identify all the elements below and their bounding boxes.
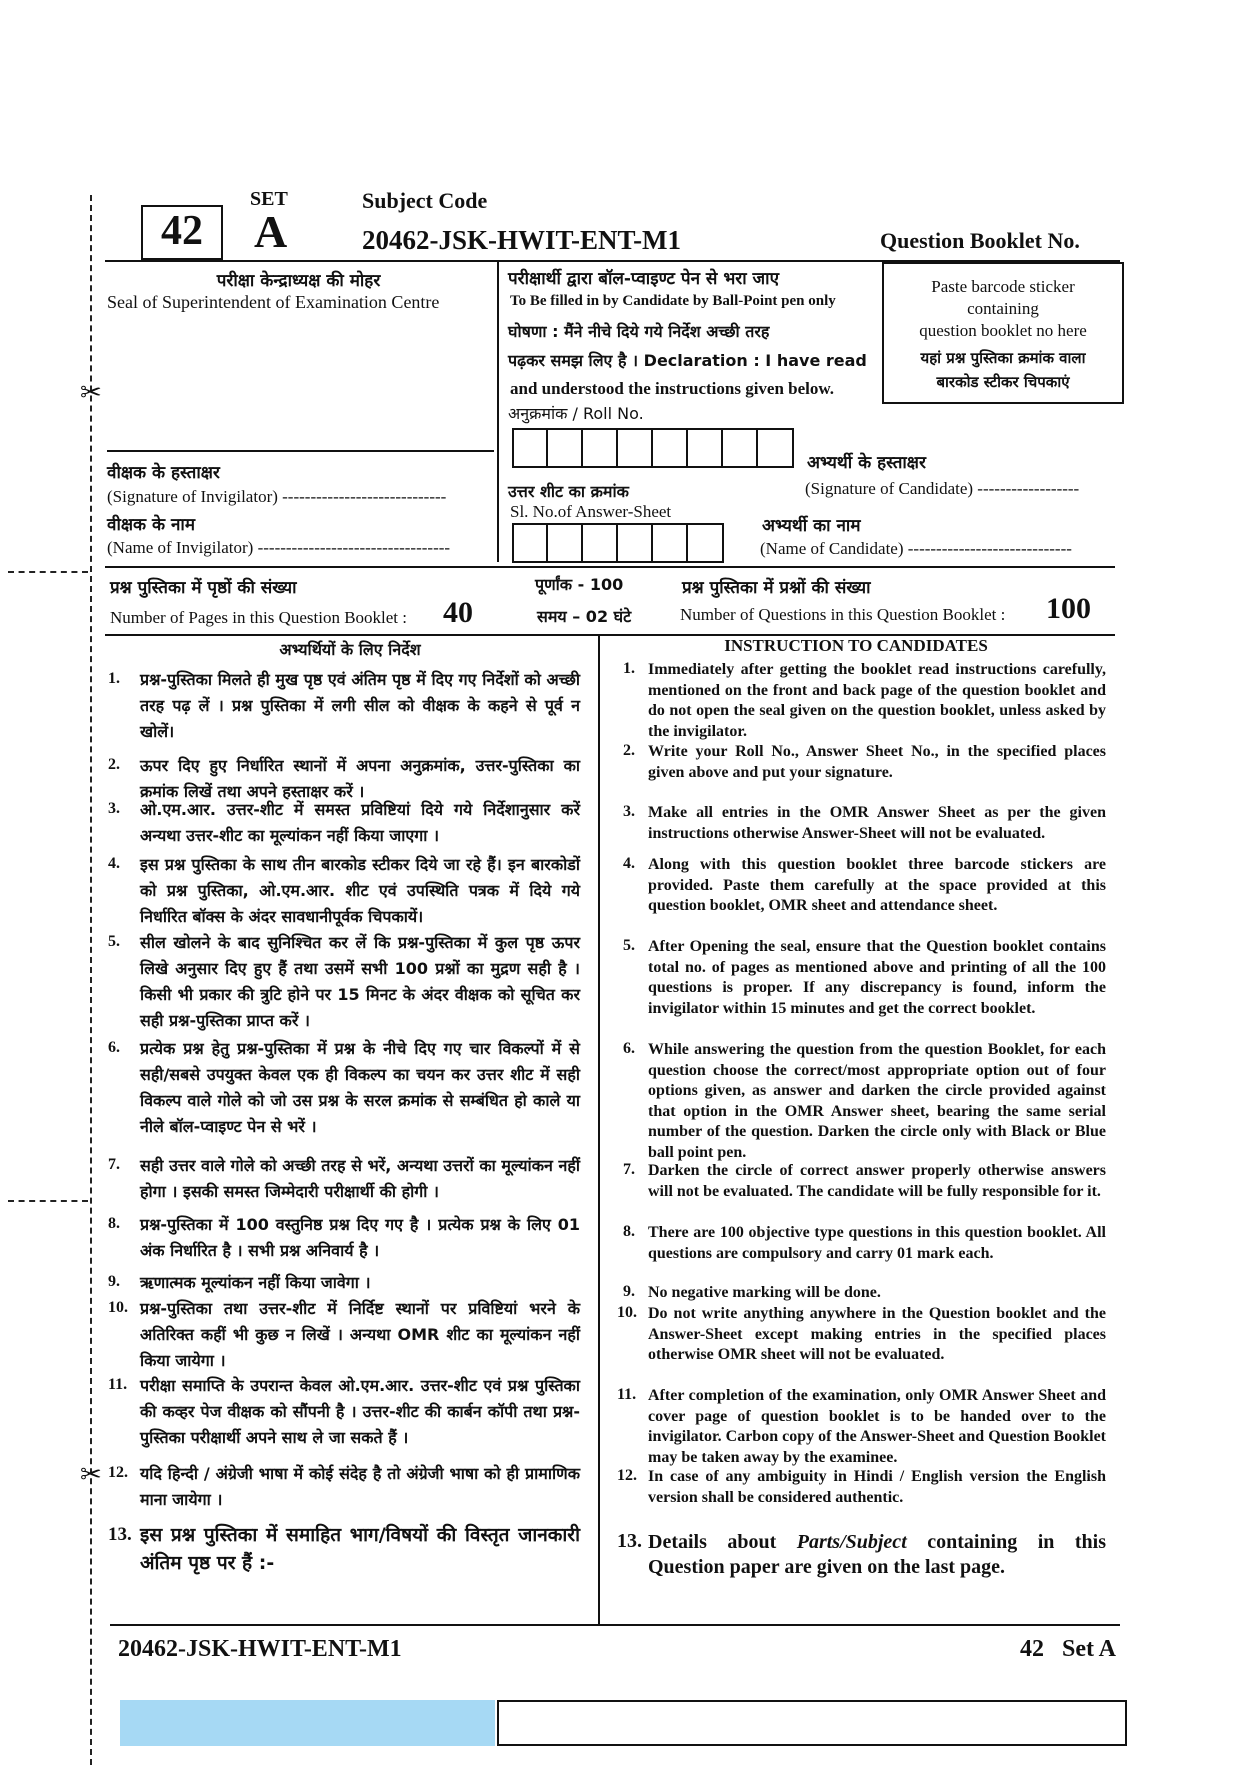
instruction-english-number: 2.: [623, 742, 635, 759]
instruction-hindi-number: 8.: [108, 1215, 120, 1232]
instruction-english-text: Along with this question booklet three barcode stickers are provided. Paste them carefully at the space provided at this question booklet, OMR sheet and attendance sheet.: [648, 856, 1106, 914]
instruction-hindi-text: प्रश्न-पुस्तिका में 100 वस्तुनिष्ठ प्रश्न दिए गए है । प्रत्येक प्रश्न के लिए 01 अंक निर्धारित है । सभी प्रश्न अनिवार्य है ।: [140, 1215, 580, 1260]
instruction-hindi-text: प्रश्न-पुस्तिका मिलते ही मुख पृष्ठ एवं अंतिम पृष्ठ में दिए गए निर्देशों को अच्छी तरह पढ़ लें । प्रश्न पुस्तिका में लगी सील को वीक्षक के कहने से पूर्व न खोलें।: [140, 670, 580, 741]
footer-code: 20462-JSK-HWIT-ENT-M1: [118, 1636, 402, 1662]
instruction-hindi-number: 1.: [108, 670, 120, 687]
booklet-number: 42: [161, 208, 203, 254]
declaration-line3: and understood the instructions given below.: [510, 379, 834, 398]
instruction-hindi-number: 12.: [108, 1464, 128, 1481]
roll-no-digit[interactable]: [584, 430, 618, 468]
footer-color-bar: [120, 1700, 495, 1746]
questions-english: Number of Questions in this Question Booklet :: [680, 605, 1006, 624]
tear-mark: [8, 571, 88, 573]
instruction-english-text: In case of any ambiguity in Hindi / English version the English version shall be considered authentic.: [648, 1468, 1106, 1506]
questions-value: 100: [1046, 592, 1091, 625]
invigilator-name-english[interactable]: (Name of Invigilator) ----------------------------------: [107, 538, 451, 557]
candidate-sign-english[interactable]: (Signature of Candidate) ------------------: [805, 479, 1080, 498]
instruction-english-text: Do not write anything anywhere in the Question booklet and the Answer-Sheet except making entries in the specified places otherwise OMR sheet will not be evaluated.: [648, 1305, 1106, 1363]
instruction-english-number: 9.: [623, 1283, 635, 1300]
seal-hindi: परीक्षा केन्द्राध्यक्ष की मोहर: [216, 271, 381, 291]
barcode-line3: question booklet no here: [919, 321, 1087, 340]
instruction-english-number: 3.: [623, 803, 635, 820]
answer-sheet-hindi: उत्तर शीट का क्रमांक: [508, 482, 629, 501]
instruction-hindi-text: इस प्रश्न पुस्तिका में समाहित भाग/विषयों की विस्तृत जानकारी अंतिम पृष्ठ पर हैं :-: [140, 1524, 580, 1574]
instruction-english-text: Make all entries in the OMR Answer Sheet as per the given instructions otherwise Answer-Sheet will not be evaluated.: [648, 804, 1106, 842]
answer-sheet-digit[interactable]: [514, 525, 548, 563]
scissors-icon: ✂: [80, 378, 102, 407]
column-divider: [497, 262, 499, 562]
instruction-english-number: 12.: [617, 1467, 637, 1484]
instruction-hindi-number: 3.: [108, 800, 120, 817]
pages-english: Number of Pages in this Question Booklet :: [110, 608, 408, 627]
instructions-hindi-title: अभ्यर्थियों के लिए निर्देश: [279, 640, 421, 659]
subject-code: 20462-JSK-HWIT-ENT-M1: [362, 225, 682, 255]
instruction-hindi-text: ऋणात्मक मूल्यांकन नहीं किया जावेगा ।: [140, 1273, 371, 1292]
instruction-english-number: 1.: [623, 660, 635, 677]
instruction-hindi-text: परीक्षा समाप्ति के उपरान्त केवल ओ.एम.आर. उत्तर-शीट एवं प्रश्न पुस्तिका की कव्हर पेज वीक्षक को सौंपनी है । उत्तर-शीट की कार्बन कॉपी तथा प्रश्न-पुस्तिका परीक्षार्थी अपने साथ ले जा सकते हैं ।: [140, 1376, 580, 1447]
instruction-english-number: 7.: [623, 1161, 635, 1178]
pages-value: 40: [443, 596, 473, 629]
candidate-name-english[interactable]: (Name of Candidate) -----------------------------: [760, 539, 1072, 558]
instruction-english-text: Darken the circle of correct answer properly otherwise answers will not be evaluated. The candidate will be fully responsible for it.: [648, 1162, 1106, 1200]
roll-no-digit[interactable]: [654, 430, 688, 468]
scissors-icon: ✂: [80, 1460, 102, 1489]
answer-sheet-input[interactable]: [512, 523, 724, 563]
invigilator-sign-hindi: वीक्षक के हस्ताक्षर: [107, 463, 220, 483]
instruction-hindi-text: ऊपर दिए हुए निर्धारित स्थानों में अपना अनुक्रमांक, उत्तर-पुस्तिका का क्रमांक लिखें तथा अपने हस्ताक्षर करें ।: [140, 756, 580, 801]
instruction-hindi-text: प्रश्न-पुस्तिका तथा उत्तर-शीट में निर्दिष्ट स्थानों पर प्रविष्टियां भरने के अतिरिक्त कहीं भी कुछ न लिखें । अन्यथा OMR शीट का मूल्यांकन नहीं किया जायेगा ।: [140, 1299, 580, 1370]
instruction-english-number: 13.: [617, 1530, 642, 1552]
roll-no-digit[interactable]: [549, 430, 583, 468]
instruction-english-text: There are 100 objective type questions in this question booklet. All questions are compulsory and carry 01 mark each.: [648, 1224, 1106, 1262]
instruction-english-number: 4.: [623, 855, 635, 872]
candidate-fill-english: To Be filled in by Candidate by Ball-Point pen only: [510, 293, 836, 309]
roll-no-digit[interactable]: [689, 430, 723, 468]
cut-line: [90, 195, 92, 1765]
subject-code-label: Subject Code: [362, 188, 488, 213]
instruction-hindi-text: इस प्रश्न पुस्तिका के साथ तीन बारकोड स्टीकर दिये जा रहे हैं। इन बारकोडों को प्रश्न पुस्तिका, ओ.एम.आर. शीट एवं उपस्थिति पत्रक में दिये गये निर्धारित बॉक्स के अंदर सावधानीपूर्वक चिपकायें।: [140, 855, 580, 926]
seal-english: Seal of Superintendent of Examination Centre: [107, 292, 440, 312]
exam-time: समय – 02 घंटे: [537, 607, 632, 626]
instruction-english-text: Write your Roll No., Answer Sheet No., in the specified places given above and put your signature.: [648, 743, 1106, 781]
roll-no-input[interactable]: [512, 428, 794, 468]
declaration-line2: पढ़कर समझ लिए है । Declaration : I have read: [508, 351, 867, 370]
roll-no-digit[interactable]: [619, 430, 653, 468]
instruction-hindi-number: 6.: [108, 1039, 120, 1056]
total-marks: पूर्णांक - 100: [535, 575, 624, 594]
invigilator-name-hindi: वीक्षक के नाम: [107, 515, 195, 535]
footer-box: [497, 1700, 1127, 1746]
declaration-line1: घोषणा : मैंने नीचे दिये गये निर्देश अच्छी तरह: [508, 322, 770, 341]
instruction-hindi-text: ओ.एम.आर. उत्तर-शीट में समस्त प्रविष्टियां दिये गये निर्देशानुसार करें अन्यथा उत्तर-शीट का मूल्यांकन नहीं किया जाएगा ।: [140, 800, 580, 845]
instruction-english-number: 5.: [623, 937, 635, 954]
instruction-hindi-number: 2.: [108, 756, 120, 773]
candidate-name-hindi: अभ्यर्थी का नाम: [762, 516, 861, 536]
set-label: SET: [250, 188, 288, 210]
candidate-fill-hindi: परीक्षार्थी द्वारा बॉल-प्वाइण्ट पेन से भरा जाए: [508, 269, 779, 289]
answer-sheet-digit[interactable]: [584, 525, 618, 563]
set-value: A: [254, 206, 288, 257]
instruction-hindi-text: यदि हिन्दी / अंग्रेजी भाषा में कोई संदेह है तो अंग्रेजी भाषा को ही प्रामाणिक माना जायेगा ।: [140, 1464, 580, 1509]
answer-sheet-digit[interactable]: [619, 525, 653, 563]
barcode-hindi2: बारकोड स्टीकर चिपकाएं: [936, 373, 1070, 391]
answer-sheet-english: Sl. No.of Answer-Sheet: [510, 502, 672, 521]
instruction-hindi-number: 10.: [108, 1299, 128, 1316]
barcode-line1: Paste barcode sticker: [931, 277, 1075, 296]
instruction-hindi-number: 13.: [108, 1524, 132, 1545]
instruction-english-text-part: containing in this Question paper are given on the last page.: [648, 1531, 1106, 1578]
instruction-hindi-number: 9.: [108, 1273, 120, 1290]
roll-no-digit[interactable]: [724, 430, 758, 468]
instruction-english-text: [648, 1530, 1106, 1580]
candidate-sign-hindi: अभ्यर्थी के हस्ताक्षर: [807, 453, 926, 473]
instruction-hindi-text: सही उत्तर वाले गोले को अच्छी तरह से भरें, अन्यथा उत्तरों का मूल्यांकन नहीं होगा । इसकी समस्त जिम्मेदारी परीक्षार्थी की होगी ।: [140, 1156, 580, 1201]
instructions-bottom-rule: [110, 1624, 1120, 1626]
footer-set: 42 Set A: [1020, 1636, 1116, 1662]
seal-bottom-rule: [107, 450, 494, 452]
instruction-english-number: 10.: [617, 1304, 637, 1321]
instruction-hindi-number: 5.: [108, 933, 120, 950]
instruction-english-text: After completion of the examination, only OMR Answer Sheet and cover page of question booklet is to be handed over to the invigilator. Carbon copy of the Answer-Sheet and Question Booklet may be taken away by the examinee.: [648, 1387, 1106, 1466]
instruction-hindi-number: 7.: [108, 1156, 120, 1173]
instruction-english-text: No negative marking will be done.: [648, 1284, 881, 1301]
instruction-english-number: 11.: [617, 1386, 637, 1403]
answer-sheet-digit[interactable]: [654, 525, 688, 563]
instruction-english-text: After Opening the seal, ensure that the Question booklet contains total no. of pages as mentioned above and printing of all the 100 questions is proper. If any discrepancy is found, inform the invigilator within 15 minutes and get the correct booklet.: [648, 938, 1106, 1017]
roll-no-label: अनुक्रमांक / Roll No.: [508, 404, 644, 423]
instruction-hindi-text: प्रत्येक प्रश्न हेतु प्रश्न-पुस्तिका में प्रश्न के नीचे दिए गए चार विकल्पों में से सही/सबसे उपयुक्त केवल एक ही विकल्प का चयन कर उत्तर शीट में सही विकल्प वाले गोले को जो उस प्रश्न के सरल क्रमांक से सम्बंधित हो काले या नीले बॉल-प्वाइण्ट पेन से भरें ।: [140, 1039, 580, 1136]
pages-hindi: प्रश्न पुस्तिका में पृष्ठों की संख्या: [110, 578, 297, 598]
barcode-line2: containing: [967, 299, 1039, 318]
instruction-english-text: Immediately after getting the booklet read instructions carefully, mentioned on the front and back page of the question booklet and do not open the seal given on the question booklet, unless asked by the invigilator.: [648, 661, 1106, 740]
instruction-hindi-text: सील खोलने के बाद सुनिश्चित कर लें कि प्रश्न-पुस्तिका में कुल पृष्ठ ऊपर लिखे अनुसार दिए हुए हैं तथा उसमें सभी 100 प्रश्नों का मुद्रण सही है । किसी भी प्रकार की त्रुटि होने पर 15 मिनट के अंदर वीक्षक को सूचित कर सही प्रश्न-पुस्तिका प्राप्त करें ।: [140, 933, 580, 1030]
instruction-english-number: 8.: [623, 1223, 635, 1240]
instruction-english-text-part: Details about: [648, 1531, 797, 1553]
question-booklet-no-label: Question Booklet No.: [880, 228, 1080, 253]
instructions-divider: [598, 634, 600, 1624]
roll-no-digit[interactable]: [514, 430, 548, 468]
instruction-english-number: 6.: [623, 1040, 635, 1057]
instruction-english-emphasis: Parts/Subject: [796, 1531, 907, 1553]
instructions-english-title: INSTRUCTION TO CANDIDATES: [724, 636, 988, 655]
instruction-english-text: While answering the question from the question Booklet, for each question choose the correct/most appropriate option out of four options given, as answer and darken the circle provided against that option in the OMR Answer sheet, bearing the same serial number of the question. Darken the circle only with Black or Blue ball point pen.: [648, 1041, 1106, 1161]
info-top-rule: [105, 566, 1115, 568]
instruction-hindi-number: 11.: [108, 1376, 128, 1393]
invigilator-sign-english[interactable]: (Signature of Invigilator) -----------------------------: [107, 487, 447, 506]
tear-mark: [8, 1200, 88, 1202]
questions-hindi: प्रश्न पुस्तिका में प्रश्नों की संख्या: [682, 578, 871, 598]
instruction-hindi-number: 4.: [108, 855, 120, 872]
barcode-hindi1: यहां प्रश्न पुस्तिका क्रमांक वाला: [920, 349, 1086, 367]
answer-sheet-digit[interactable]: [549, 525, 583, 563]
